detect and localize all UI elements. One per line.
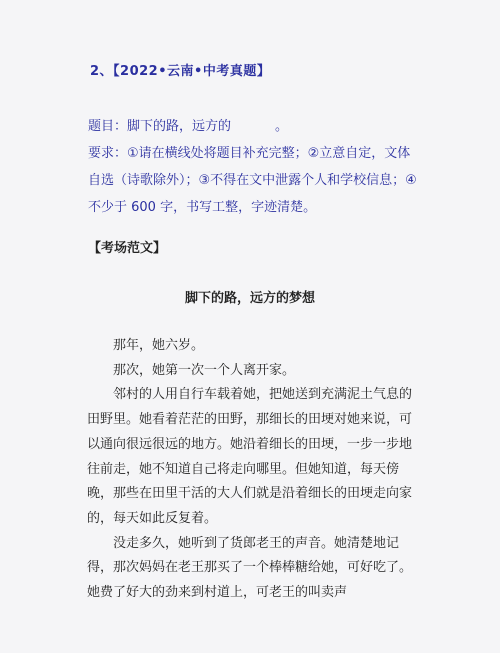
essay-body: [87, 334, 417, 606]
topic-line: [88, 113, 418, 140]
topic-prefix: 题目：脚下的路，远方的: [88, 119, 232, 134]
task-block: [88, 113, 418, 221]
essay-paragraph: 邻村的人用自行车载着她，把她送到充满泥土气息的田野里。她看着茫茫的田野，那细长的田埂对她来说，可以通向很远很远的地方。她沿着细长的田埂，一步一步地往前走，她不知道自己将走向哪里。但她知道，每天傍晚，那些在田里干活的大人们就是沿着细长的田埂走向家的，每天如此反复着。: [87, 387, 413, 526]
question-heading: 2、【2022•云南•中考真题】: [90, 64, 271, 79]
essay-title: 脚下的路，远方的梦想: [184, 291, 315, 306]
section-label: 【考场范文】: [88, 241, 167, 256]
topic-suffix: 。: [275, 119, 289, 134]
essay-paragraph: 没走多久，她听到了货郎老王的声音。她清楚地记得，那次妈妈在老王那买了一个棒棒糖给她，可好吃了。她费了好大的劲来到村道上，可老王的叫卖声: [87, 535, 413, 601]
essay-paragraph: 那次，她第一次一个人离开家。: [113, 362, 296, 378]
requirements-text: 要求：①请在横线处将题目补充完整；②立意自定，文体自选（诗歌除外）；③不得在文中泄露个人和学校信息；④不少于 600 字，书写工整，字迹清楚。: [88, 146, 417, 215]
essay-paragraph: 那年，她六岁。: [113, 338, 205, 353]
